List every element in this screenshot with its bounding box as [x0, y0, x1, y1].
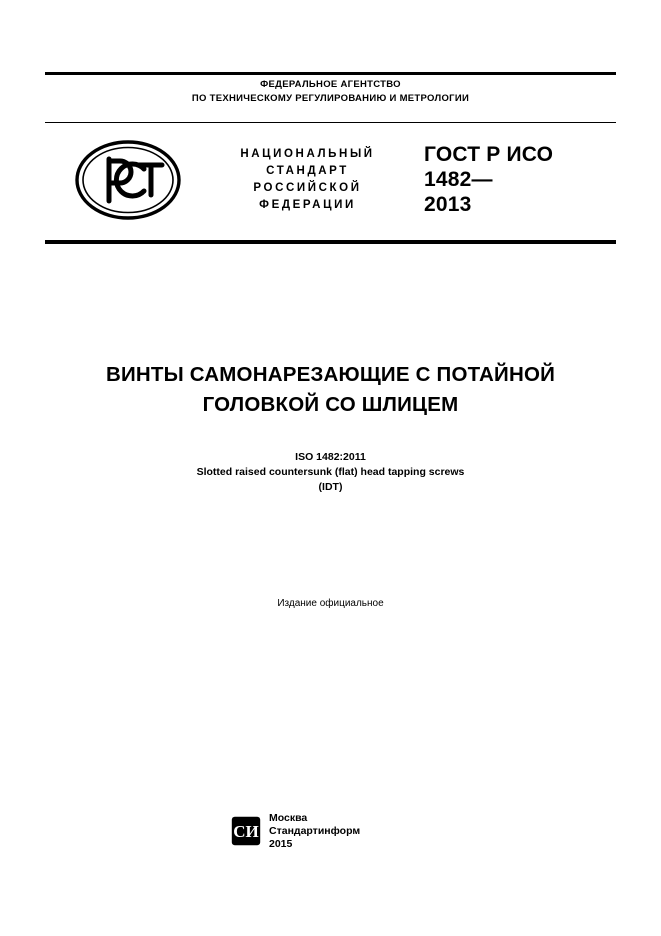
official-edition-note: Издание официальное [277, 598, 384, 609]
title-line-2: ГОЛОВКОЙ СО ШЛИЦЕМ [202, 393, 459, 416]
header-rule-top [45, 72, 616, 75]
iso-reference-number: ISO 1482:2011 [295, 451, 366, 463]
std-word-line-3: РОССИЙСКОЙ [253, 182, 362, 194]
iso-reference [55, 450, 606, 495]
designation-line-1: ГОСТ Р ИСО [424, 143, 554, 166]
svg-text:СИ: СИ [233, 822, 259, 841]
agency-line-1: ФЕДЕРАЛЬНОЕ АГЕНТСТВО [260, 79, 401, 90]
gost-r-emblem-icon [74, 139, 182, 221]
agency-header [45, 78, 616, 106]
title-line-1: ВИНТЫ САМОНАРЕЗАЮЩИЕ С ПОТАЙНОЙ [105, 363, 556, 386]
iso-reference-title: Slotted raised countersunk (flat) head tapping screws [196, 466, 465, 478]
standard-designation [424, 142, 624, 217]
publisher-year: 2015 [269, 838, 293, 850]
header-rule-bottom [45, 240, 616, 244]
standartinform-logo-icon [231, 816, 261, 846]
publisher-text [269, 812, 429, 851]
std-word-line-1: НАЦИОНАЛЬНЫЙ [240, 148, 375, 160]
std-word-line-2: СТАНДАРТ [266, 165, 349, 177]
designation-line-3: 2013 [424, 193, 472, 216]
publisher-city: Москва [269, 812, 308, 824]
header-rule-middle [45, 122, 616, 123]
page-title [55, 360, 606, 420]
agency-line-2: ПО ТЕХНИЧЕСКОМУ РЕГУЛИРОВАНИЮ И МЕТРОЛОГИИ [191, 93, 470, 104]
std-word-line-4: ФЕДЕРАЦИИ [259, 199, 356, 211]
publisher-block [231, 812, 431, 862]
national-standard-words [200, 146, 415, 214]
designation-line-2: 1482— [424, 168, 493, 191]
publisher-name: Стандартинформ [269, 825, 361, 837]
iso-reference-idt: (IDT) [318, 481, 343, 493]
